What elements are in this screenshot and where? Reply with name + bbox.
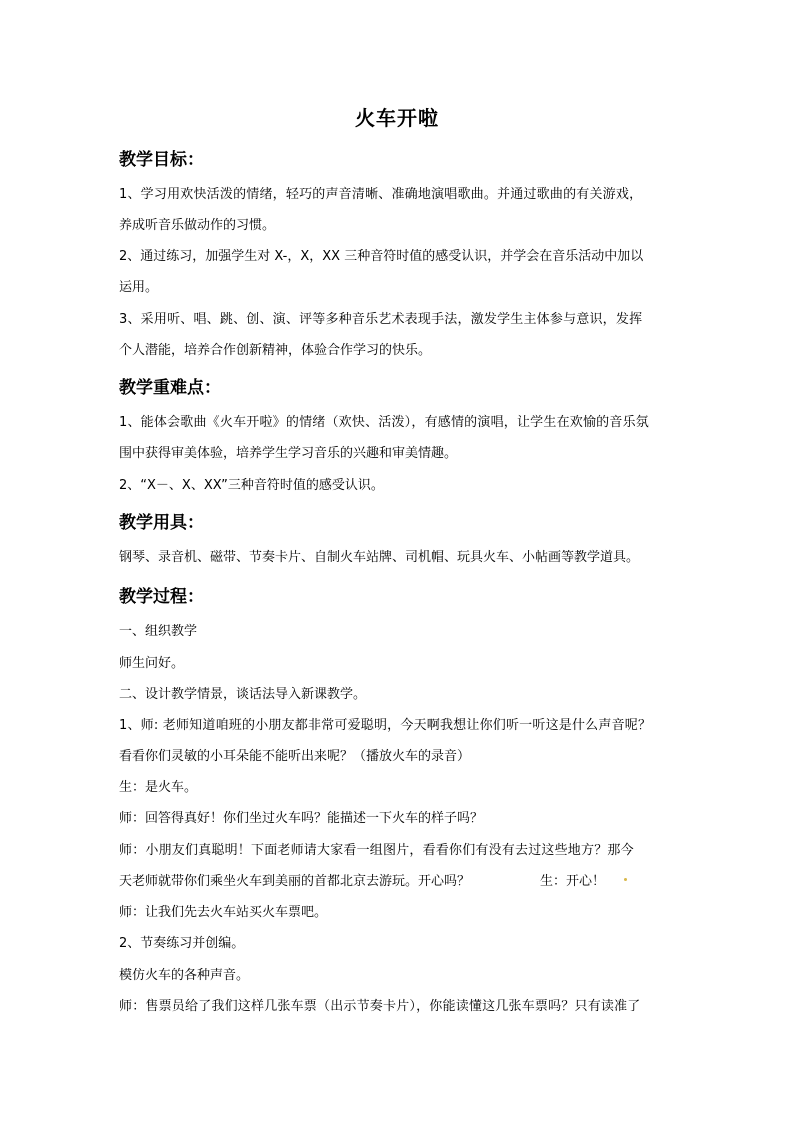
process-line-4: 1、师: 老师知道咱班的小朋友都非常可爱聪明，今天啊我想让你们听一听这是什么声音呢？ bbox=[119, 718, 652, 733]
process-line-9: 天老师就带你们乘坐火车到美丽的首都北京去游玩。开心吗？ bbox=[119, 874, 471, 889]
process-line-2: 师生问好。 bbox=[119, 656, 185, 671]
process-line-13: 模仿火车的各种声音。 bbox=[119, 968, 250, 983]
section-heading-objectives: 教学目标： bbox=[119, 150, 204, 170]
process-line-11: 师：让我们先去火车站买火车票吧。 bbox=[119, 905, 328, 920]
objectives-line-1: 1、学习用欢快活泼的情绪，轻巧的声音清晰、准确地演唱歌曲。并通过歌曲的有关游戏， bbox=[119, 187, 643, 202]
objectives-line-2: 养成听音乐做动作的习惯。 bbox=[119, 218, 276, 233]
process-line-1: 一、组织教学 bbox=[119, 624, 198, 639]
process-line-12: 2、节奏练习并创编。 bbox=[119, 936, 245, 951]
page-title: 火车开啦 bbox=[355, 106, 439, 130]
process-line-6: 生：是火车。 bbox=[119, 780, 198, 795]
section-heading-tools: 教学用具： bbox=[119, 513, 204, 533]
keypoints-line-1: 1、能体会歌曲《火车开啦》的情绪（欢快、活泼），有感情的演唱，让学生在欢愉的音乐氛 bbox=[119, 415, 649, 430]
objectives-line-5: 3、采用听、唱、跳、创、演、评等多种音乐艺术表现手法，激发学生主体参与意识，发挥 bbox=[119, 312, 643, 327]
process-line-5: 看看你们灵敏的小耳朵能不能听出来呢？（播放火车的录音） bbox=[119, 749, 471, 764]
process-line-3: 二、设计教学情景，谈话法导入新课教学。 bbox=[119, 687, 367, 702]
objectives-line-4: 运用。 bbox=[119, 280, 159, 295]
process-line-14: 师：售票员给了我们这样几张车票（出示节奏卡片），你能读懂这几张车票吗？只有读准了 bbox=[119, 999, 641, 1014]
keypoints-line-3: 2、“X－、X、XX”三种音符时值的感受认识。 bbox=[119, 478, 384, 493]
objectives-line-6: 个人潜能，培养合作创新精神，体验合作学习的快乐。 bbox=[119, 343, 432, 358]
keypoints-line-2: 围中获得审美体验，培养学生学习音乐的兴趣和审美情趣。 bbox=[119, 446, 458, 461]
process-line-8: 师：小朋友们真聪明！下面老师请大家看一组图片，看看你们有没有去过这些地方？那今 bbox=[119, 843, 634, 858]
section-heading-keypoints: 教学重难点： bbox=[119, 378, 221, 398]
section-heading-process: 教学过程： bbox=[119, 587, 204, 607]
decorative-dot bbox=[624, 878, 627, 881]
process-line-10: 生：开心！ bbox=[540, 874, 606, 889]
tools-line-1: 钢琴、录音机、磁带、节奏卡片、自制火车站牌、司机帽、玩具火车、小帖画等教学道具。 bbox=[119, 550, 640, 565]
process-line-7: 师：回答得真好！你们坐过火车吗？能描述一下火车的样子吗？ bbox=[119, 811, 484, 826]
objectives-line-3: 2、通过练习，加强学生对 X-，X，XX 三种音符时值的感受认识，并学会在音乐活动中加以 bbox=[119, 249, 644, 264]
